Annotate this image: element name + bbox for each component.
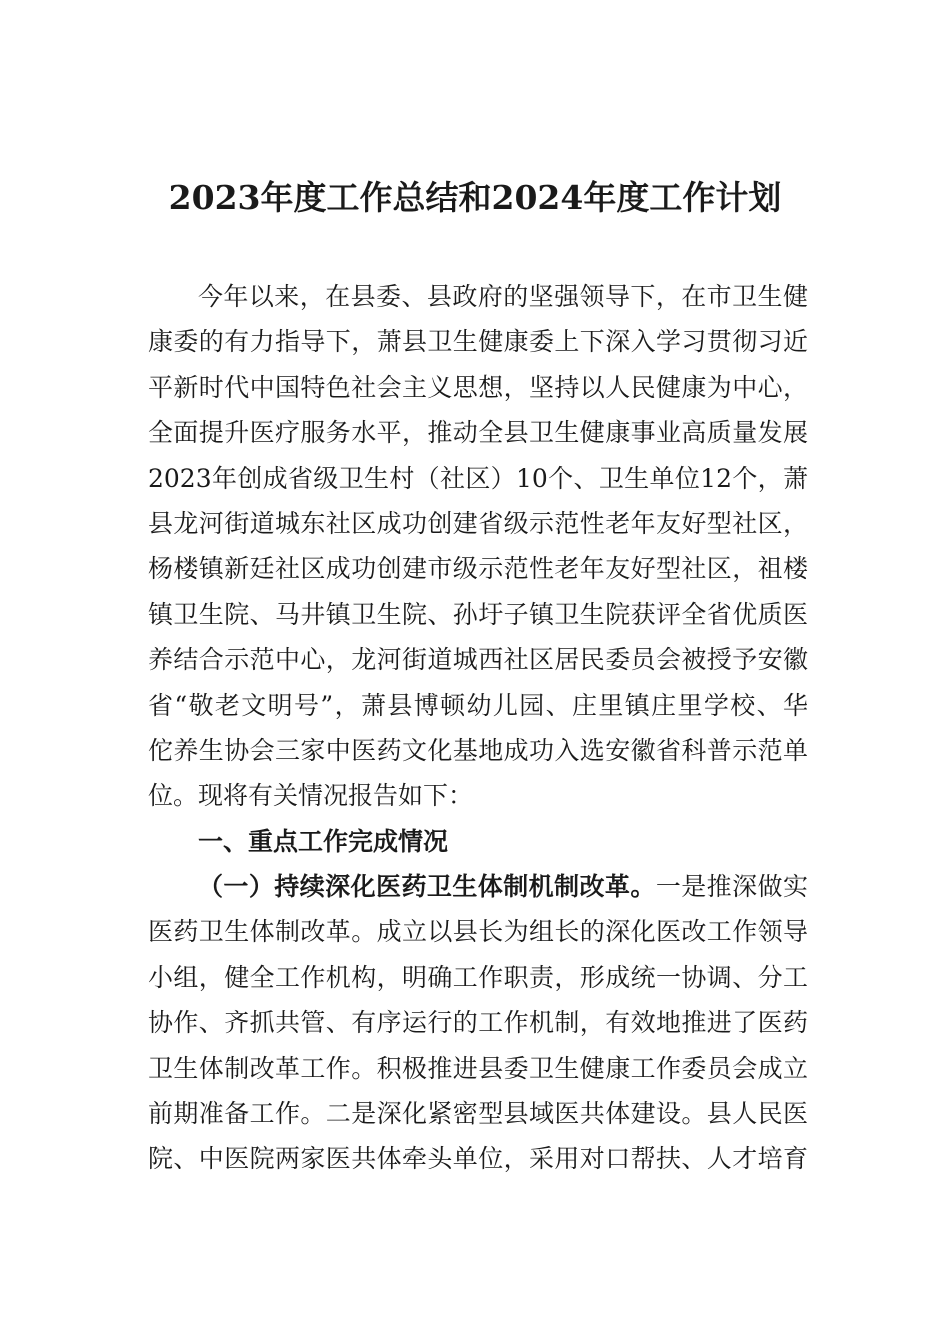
paragraph-line: 镇卫生院、马井镇卫生院、孙圩子镇卫生院获评全省优质医 [148, 599, 808, 629]
section-heading: 一、重点工作完成情况 [198, 826, 449, 856]
intro-paragraph [148, 274, 808, 819]
paragraph-line: 位。现将有关情况报告如下： [148, 781, 474, 811]
paragraph-line: 佗养生协会三家中医药文化基地成功入选安徽省科普示范单 [148, 735, 808, 765]
paragraph-line: 2023年创成省级卫生村（社区）10个、卫生单位12个，萧 [148, 463, 808, 493]
paragraph-line: 杨楼镇新廷社区成功创建市级示范性老年友好型社区，祖楼 [148, 554, 808, 584]
paragraph-line: 康委的有力指导下，萧县卫生健康委上下深入学习贯彻习近 [148, 327, 808, 357]
paragraph-line: 小组，健全工作机构，明确工作职责，形成统一协调、分工 [148, 962, 808, 992]
paragraph-line: 院、中医院两家医共体牵头单位，采用对口帮扶、人才培育 [148, 1144, 808, 1174]
paragraph-line: 协作、齐抓共管、有序运行的工作机制，有效地推进了医药 [148, 1008, 808, 1038]
document-title: 2023年度工作总结和2024年度工作计划 [168, 178, 782, 217]
paragraph-line: 全面提升医疗服务水平，推动全县卫生健康事业高质量发展 [148, 418, 808, 448]
paragraph-line: 养结合示范中心，龙河街道城西社区居民委员会被授予安徽 [148, 645, 808, 675]
paragraph-line: 平新时代中国特色社会主义思想，坚持以人民健康为中心， [148, 372, 808, 402]
subsection-title: （一）持续深化医药卫生体制机制改革。 [198, 872, 656, 902]
subsection-first-line [148, 864, 808, 909]
paragraph-line: 医药卫生体制改革。成立以县长为组长的深化医改工作领导 [148, 917, 808, 947]
subsection-line-rest: 一是推深做实 [655, 872, 808, 902]
paragraph-line: 今年以来，在县委、县政府的坚强领导下，在市卫生健 [198, 282, 808, 311]
paragraph-line: 省“敬老文明号”，萧县博顿幼儿园、庄里镇庄里学校、华 [148, 690, 808, 720]
document-body [148, 274, 808, 1182]
paragraph-line: 卫生体制改革工作。积极推进县委卫生健康工作委员会成立 [148, 1053, 808, 1083]
reform-paragraph [148, 909, 808, 1181]
paragraph-line: 县龙河街道城东社区成功创建省级示范性老年友好型社区， [148, 508, 808, 538]
paragraph-line: 前期准备工作。二是深化紧密型县域医共体建设。县人民医 [148, 1099, 808, 1129]
